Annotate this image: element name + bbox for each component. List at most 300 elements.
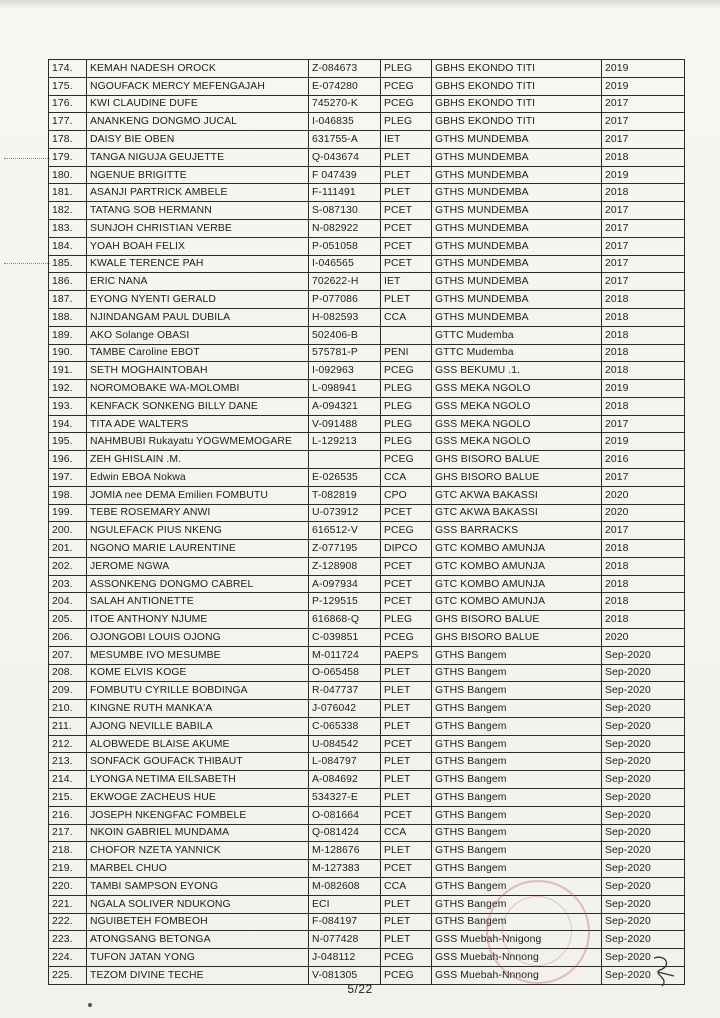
table-row bbox=[49, 895, 685, 913]
school-cell: GHS BISORO BALUE bbox=[432, 611, 602, 629]
matricule-cell: A-084692 bbox=[309, 771, 381, 789]
specialty-cell: CCA bbox=[381, 824, 432, 842]
school-cell: GTC KOMBO AMUNJA bbox=[432, 575, 602, 593]
staff-name-cell: TEBE ROSEMARY ANWI bbox=[87, 504, 309, 522]
matricule-cell: I-046835 bbox=[309, 113, 381, 131]
matricule-cell: Q-081424 bbox=[309, 824, 381, 842]
school-cell: GTHS Bangem bbox=[432, 824, 602, 842]
year-cell: Sep-2020 bbox=[602, 877, 685, 895]
specialty-cell: PLET bbox=[381, 682, 432, 700]
row-number-cell: 189. bbox=[49, 326, 87, 344]
specialty-cell: PCET bbox=[381, 593, 432, 611]
specialty-cell: PCEG bbox=[381, 949, 432, 967]
row-number-cell: 200. bbox=[49, 522, 87, 540]
row-number-cell: 213. bbox=[49, 753, 87, 771]
school-cell: GTHS Bangem bbox=[432, 877, 602, 895]
matricule-cell: U-084542 bbox=[309, 735, 381, 753]
matricule-cell: J-076042 bbox=[309, 700, 381, 718]
table-row bbox=[49, 735, 685, 753]
table-row bbox=[49, 148, 685, 166]
row-number-cell: 183. bbox=[49, 220, 87, 238]
table-row bbox=[49, 237, 685, 255]
row-number-cell: 212. bbox=[49, 735, 87, 753]
year-cell: 2018 bbox=[602, 148, 685, 166]
row-number-cell: 174. bbox=[49, 60, 87, 78]
matricule-cell: E-026535 bbox=[309, 468, 381, 486]
school-cell: GHS BISORO BALUE bbox=[432, 629, 602, 647]
matricule-cell: 616868-Q bbox=[309, 611, 381, 629]
matricule-cell: O-081664 bbox=[309, 806, 381, 824]
stamp-inner-ring bbox=[502, 896, 572, 966]
table-row bbox=[49, 611, 685, 629]
specialty-cell: PLEG bbox=[381, 415, 432, 433]
school-cell: GTHS Bangem bbox=[432, 771, 602, 789]
table-row bbox=[49, 220, 685, 238]
specialty-cell: PAEPS bbox=[381, 646, 432, 664]
year-cell: 2018 bbox=[602, 344, 685, 362]
table-row bbox=[49, 540, 685, 558]
row-number-cell: 221. bbox=[49, 895, 87, 913]
specialty-cell: PLEG bbox=[381, 60, 432, 78]
table-row bbox=[49, 113, 685, 131]
specialty-cell: PLEG bbox=[381, 397, 432, 415]
year-cell: 2019 bbox=[602, 166, 685, 184]
year-cell: 2020 bbox=[602, 504, 685, 522]
staff-name-cell: ERIC NANA bbox=[87, 273, 309, 291]
specialty-cell: PLET bbox=[381, 664, 432, 682]
specialty-cell: PCEG bbox=[381, 629, 432, 647]
row-number-cell: 176. bbox=[49, 95, 87, 113]
table-row bbox=[49, 95, 685, 113]
staff-name-cell: EKWOGE ZACHEUS HUE bbox=[87, 789, 309, 807]
school-cell: GTC AKWA BAKASSI bbox=[432, 486, 602, 504]
specialty-cell: PLET bbox=[381, 753, 432, 771]
matricule-cell: N-082922 bbox=[309, 220, 381, 238]
school-cell: GTHS Bangem bbox=[432, 895, 602, 913]
year-cell: Sep-2020 bbox=[602, 824, 685, 842]
school-cell: GSS MEKA NGOLO bbox=[432, 433, 602, 451]
matricule-cell: J-048112 bbox=[309, 949, 381, 967]
staff-name-cell: KOME ELVIS KOGE bbox=[87, 664, 309, 682]
matricule-cell: 575781-P bbox=[309, 344, 381, 362]
row-number-cell: 195. bbox=[49, 433, 87, 451]
row-number-cell: 197. bbox=[49, 468, 87, 486]
school-cell: GSS BARRACKS bbox=[432, 522, 602, 540]
year-cell: Sep-2020 bbox=[602, 860, 685, 878]
specialty-cell: PLEG bbox=[381, 611, 432, 629]
school-cell: GTHS MUNDEMBA bbox=[432, 148, 602, 166]
specialty-cell: PCET bbox=[381, 860, 432, 878]
school-cell: GTHS MUNDEMBA bbox=[432, 131, 602, 149]
table-row bbox=[49, 60, 685, 78]
row-number-cell: 178. bbox=[49, 131, 87, 149]
scan-speck bbox=[88, 1003, 92, 1007]
matricule-cell: ECI bbox=[309, 895, 381, 913]
specialty-cell: PCEG bbox=[381, 362, 432, 380]
staff-name-cell: TATANG SOB HERMANN bbox=[87, 202, 309, 220]
matricule-cell: M-082608 bbox=[309, 877, 381, 895]
matricule-cell: I-046565 bbox=[309, 255, 381, 273]
row-number-cell: 190. bbox=[49, 344, 87, 362]
year-cell: 2017 bbox=[602, 273, 685, 291]
row-number-cell: 209. bbox=[49, 682, 87, 700]
year-cell: Sep-2020 bbox=[602, 895, 685, 913]
staff-name-cell: KWI CLAUDINE DUFE bbox=[87, 95, 309, 113]
row-number-cell: 177. bbox=[49, 113, 87, 131]
school-cell: GSS Muebah-Nnnong bbox=[432, 966, 602, 984]
matricule-cell: P-129515 bbox=[309, 593, 381, 611]
specialty-cell: PLET bbox=[381, 842, 432, 860]
table-row bbox=[49, 202, 685, 220]
table-row bbox=[49, 575, 685, 593]
specialty-cell: PCET bbox=[381, 202, 432, 220]
year-cell: 2017 bbox=[602, 131, 685, 149]
year-cell: 2018 bbox=[602, 397, 685, 415]
specialty-cell: PCEG bbox=[381, 95, 432, 113]
row-number-cell: 211. bbox=[49, 717, 87, 735]
margin-pen-mark bbox=[4, 263, 50, 264]
year-cell: 2018 bbox=[602, 593, 685, 611]
year-cell: 2018 bbox=[602, 362, 685, 380]
matricule-cell: R-047737 bbox=[309, 682, 381, 700]
staff-name-cell: KINGNE RUTH MANKA'A bbox=[87, 700, 309, 718]
table-row bbox=[49, 468, 685, 486]
row-number-cell: 222. bbox=[49, 913, 87, 931]
specialty-cell: PCEG bbox=[381, 522, 432, 540]
year-cell: 2017 bbox=[602, 522, 685, 540]
specialty-cell: PCET bbox=[381, 735, 432, 753]
matricule-cell: M-128676 bbox=[309, 842, 381, 860]
specialty-cell: PENI bbox=[381, 344, 432, 362]
table-row bbox=[49, 255, 685, 273]
table-row bbox=[49, 77, 685, 95]
staff-name-cell: NGUIBETEH FOMBEOH bbox=[87, 913, 309, 931]
matricule-cell: C-065338 bbox=[309, 717, 381, 735]
table-row bbox=[49, 291, 685, 309]
matricule-cell: L-098941 bbox=[309, 380, 381, 398]
staff-name-cell: KEMAH NADESH OROCK bbox=[87, 60, 309, 78]
table-row bbox=[49, 380, 685, 398]
staff-name-cell: TEZOM DIVINE TECHE bbox=[87, 966, 309, 984]
year-cell: Sep-2020 bbox=[602, 966, 685, 984]
staff-name-cell: ALOBWEDE BLAISE AKUME bbox=[87, 735, 309, 753]
staff-name-cell: JOMIA nee DEMA Emilien FOMBUTU bbox=[87, 486, 309, 504]
table-row bbox=[49, 273, 685, 291]
page-number: 5/22 bbox=[347, 982, 373, 996]
staff-name-cell: MARBEL CHUO bbox=[87, 860, 309, 878]
year-cell: 2017 bbox=[602, 95, 685, 113]
staff-name-cell: LYONGA NETIMA EILSABETH bbox=[87, 771, 309, 789]
school-cell: GSS MEKA NGOLO bbox=[432, 380, 602, 398]
matricule-cell: M-127383 bbox=[309, 860, 381, 878]
table-row bbox=[49, 789, 685, 807]
matricule-cell: V-081305 bbox=[309, 966, 381, 984]
roster-body bbox=[49, 60, 685, 985]
school-cell: GTHS Bangem bbox=[432, 913, 602, 931]
staff-name-cell: EYONG NYENTI GERALD bbox=[87, 291, 309, 309]
specialty-cell: PCET bbox=[381, 575, 432, 593]
year-cell: Sep-2020 bbox=[602, 789, 685, 807]
school-cell: GSS MEKA NGOLO bbox=[432, 415, 602, 433]
row-number-cell: 186. bbox=[49, 273, 87, 291]
matricule-cell: P-077086 bbox=[309, 291, 381, 309]
row-number-cell: 219. bbox=[49, 860, 87, 878]
year-cell: Sep-2020 bbox=[602, 735, 685, 753]
year-cell: 2019 bbox=[602, 380, 685, 398]
school-cell: GTHS Bangem bbox=[432, 646, 602, 664]
table-row bbox=[49, 557, 685, 575]
row-number-cell: 196. bbox=[49, 451, 87, 469]
specialty-cell: PLET bbox=[381, 184, 432, 202]
school-cell: GTHS Bangem bbox=[432, 682, 602, 700]
table-row bbox=[49, 397, 685, 415]
year-cell: 2016 bbox=[602, 451, 685, 469]
row-number-cell: 214. bbox=[49, 771, 87, 789]
year-cell: Sep-2020 bbox=[602, 664, 685, 682]
specialty-cell: PLEG bbox=[381, 380, 432, 398]
year-cell: Sep-2020 bbox=[602, 700, 685, 718]
school-cell: GSS MEKA NGOLO bbox=[432, 397, 602, 415]
staff-name-cell: AKO Solange OBASI bbox=[87, 326, 309, 344]
year-cell: Sep-2020 bbox=[602, 682, 685, 700]
year-cell: Sep-2020 bbox=[602, 842, 685, 860]
matricule-cell: S-087130 bbox=[309, 202, 381, 220]
specialty-cell: PLET bbox=[381, 771, 432, 789]
staff-name-cell: TAMBE Caroline EBOT bbox=[87, 344, 309, 362]
specialty-cell: PLET bbox=[381, 931, 432, 949]
row-number-cell: 179. bbox=[49, 148, 87, 166]
year-cell: Sep-2020 bbox=[602, 806, 685, 824]
specialty-cell: PLEG bbox=[381, 433, 432, 451]
row-number-cell: 194. bbox=[49, 415, 87, 433]
table-row bbox=[49, 593, 685, 611]
scan-edge-shadow bbox=[0, 0, 720, 8]
year-cell: Sep-2020 bbox=[602, 717, 685, 735]
staff-name-cell: YOAH BOAH FELIX bbox=[87, 237, 309, 255]
staff-name-cell: TANGA NIGUJA GEUJETTE bbox=[87, 148, 309, 166]
staff-roster-table bbox=[48, 59, 685, 985]
table-row bbox=[49, 842, 685, 860]
matricule-cell: Z-084673 bbox=[309, 60, 381, 78]
row-number-cell: 210. bbox=[49, 700, 87, 718]
table-row bbox=[49, 806, 685, 824]
matricule-cell: L-084797 bbox=[309, 753, 381, 771]
table-row bbox=[49, 877, 685, 895]
table-row bbox=[49, 700, 685, 718]
school-cell: GTHS MUNDEMBA bbox=[432, 308, 602, 326]
year-cell: 2018 bbox=[602, 326, 685, 344]
staff-name-cell: NAHMBUBI Rukayatu YOGWMEMOGARE bbox=[87, 433, 309, 451]
row-number-cell: 220. bbox=[49, 877, 87, 895]
staff-name-cell: NJINDANGAM PAUL DUBILA bbox=[87, 308, 309, 326]
school-cell: GBHS EKONDO TITI bbox=[432, 60, 602, 78]
table-row bbox=[49, 771, 685, 789]
staff-name-cell: CHOFOR NZETA YANNICK bbox=[87, 842, 309, 860]
table-row bbox=[49, 451, 685, 469]
matricule-cell: A-094321 bbox=[309, 397, 381, 415]
matricule-cell: N-077428 bbox=[309, 931, 381, 949]
matricule-cell: 534327-E bbox=[309, 789, 381, 807]
table-row bbox=[49, 166, 685, 184]
year-cell: 2018 bbox=[602, 575, 685, 593]
specialty-cell: IET bbox=[381, 273, 432, 291]
row-number-cell: 193. bbox=[49, 397, 87, 415]
specialty-cell: PCEG bbox=[381, 451, 432, 469]
year-cell: Sep-2020 bbox=[602, 753, 685, 771]
school-cell: GTHS Bangem bbox=[432, 842, 602, 860]
staff-name-cell: OJONGOBI LOUIS OJONG bbox=[87, 629, 309, 647]
row-number-cell: 204. bbox=[49, 593, 87, 611]
staff-name-cell: SETH MOGHAINTOBAH bbox=[87, 362, 309, 380]
specialty-cell: IET bbox=[381, 131, 432, 149]
staff-name-cell: DAISY BIE OBEN bbox=[87, 131, 309, 149]
year-cell: Sep-2020 bbox=[602, 646, 685, 664]
year-cell: 2018 bbox=[602, 308, 685, 326]
school-cell: GTHS MUNDEMBA bbox=[432, 255, 602, 273]
matricule-cell: Z-128908 bbox=[309, 557, 381, 575]
matricule-cell: O-065458 bbox=[309, 664, 381, 682]
year-cell: 2018 bbox=[602, 291, 685, 309]
school-cell: GTHS Bangem bbox=[432, 860, 602, 878]
school-cell: GTTC Mudemba bbox=[432, 326, 602, 344]
school-cell: GBHS EKONDO TITI bbox=[432, 95, 602, 113]
year-cell: 2017 bbox=[602, 113, 685, 131]
year-cell: Sep-2020 bbox=[602, 771, 685, 789]
staff-name-cell: ZEH GHISLAIN .M. bbox=[87, 451, 309, 469]
specialty-cell: PLET bbox=[381, 913, 432, 931]
row-number-cell: 180. bbox=[49, 166, 87, 184]
matricule-cell: F 047439 bbox=[309, 166, 381, 184]
school-cell: GSS Muebah-Nnnong bbox=[432, 949, 602, 967]
school-cell: GBHS EKONDO TITI bbox=[432, 77, 602, 95]
staff-name-cell: NGULEFACK PIUS NKENG bbox=[87, 522, 309, 540]
specialty-cell: PLET bbox=[381, 700, 432, 718]
table-row bbox=[49, 308, 685, 326]
school-cell: GTC KOMBO AMUNJA bbox=[432, 557, 602, 575]
school-cell: GTC KOMBO AMUNJA bbox=[432, 593, 602, 611]
staff-name-cell: ITOE ANTHONY NJUME bbox=[87, 611, 309, 629]
matricule-cell: C-039851 bbox=[309, 629, 381, 647]
specialty-cell: PLET bbox=[381, 291, 432, 309]
staff-name-cell: FOMBUTU CYRILLE BOBDINGA bbox=[87, 682, 309, 700]
margin-pen-mark bbox=[4, 158, 50, 159]
matricule-cell: P-051058 bbox=[309, 237, 381, 255]
specialty-cell: PCET bbox=[381, 237, 432, 255]
matricule-cell: 616512-V bbox=[309, 522, 381, 540]
school-cell: GHS BISORO BALUE bbox=[432, 468, 602, 486]
year-cell: 2017 bbox=[602, 202, 685, 220]
specialty-cell: DIPCO bbox=[381, 540, 432, 558]
row-number-cell: 217. bbox=[49, 824, 87, 842]
specialty-cell: CCA bbox=[381, 308, 432, 326]
matricule-cell: E-074280 bbox=[309, 77, 381, 95]
school-cell: GTHS MUNDEMBA bbox=[432, 273, 602, 291]
staff-name-cell: TITA ADE WALTERS bbox=[87, 415, 309, 433]
row-number-cell: 224. bbox=[49, 949, 87, 967]
school-cell: GTHS MUNDEMBA bbox=[432, 291, 602, 309]
row-number-cell: 207. bbox=[49, 646, 87, 664]
school-cell: GTHS Bangem bbox=[432, 664, 602, 682]
school-cell: GTHS Bangem bbox=[432, 700, 602, 718]
staff-name-cell: TUFON JATAN YONG bbox=[87, 949, 309, 967]
school-cell: GTC KOMBO AMUNJA bbox=[432, 540, 602, 558]
row-number-cell: 223. bbox=[49, 931, 87, 949]
table-row bbox=[49, 664, 685, 682]
year-cell: 2019 bbox=[602, 60, 685, 78]
specialty-cell: PLEG bbox=[381, 113, 432, 131]
school-cell: GTHS MUNDEMBA bbox=[432, 220, 602, 238]
school-cell: GTHS Bangem bbox=[432, 753, 602, 771]
row-number-cell: 218. bbox=[49, 842, 87, 860]
matricule-cell: F-111491 bbox=[309, 184, 381, 202]
staff-name-cell: ASSONKENG DONGMO CABREL bbox=[87, 575, 309, 593]
staff-name-cell: NGALA SOLIVER NDUKONG bbox=[87, 895, 309, 913]
table-row bbox=[49, 415, 685, 433]
matricule-cell: 702622-H bbox=[309, 273, 381, 291]
staff-name-cell: NGOUFACK MERCY MEFENGAJAH bbox=[87, 77, 309, 95]
table-row bbox=[49, 344, 685, 362]
specialty-cell: PLET bbox=[381, 717, 432, 735]
table-row bbox=[49, 646, 685, 664]
school-cell: GHS BISORO BALUE bbox=[432, 451, 602, 469]
table-row bbox=[49, 860, 685, 878]
matricule-cell: U-073912 bbox=[309, 504, 381, 522]
year-cell: 2017 bbox=[602, 255, 685, 273]
school-cell: GTHS MUNDEMBA bbox=[432, 237, 602, 255]
matricule-cell: 631755-A bbox=[309, 131, 381, 149]
staff-name-cell: NKOIN GABRIEL MUNDAMA bbox=[87, 824, 309, 842]
row-number-cell: 188. bbox=[49, 308, 87, 326]
matricule-cell: 745270-K bbox=[309, 95, 381, 113]
matricule-cell: L-129213 bbox=[309, 433, 381, 451]
staff-name-cell: ASANJI PARTRICK AMBELE bbox=[87, 184, 309, 202]
matricule-cell: T-082819 bbox=[309, 486, 381, 504]
year-cell: Sep-2020 bbox=[602, 949, 685, 967]
staff-name-cell: ATONGSANG BETONGA bbox=[87, 931, 309, 949]
row-number-cell: 216. bbox=[49, 806, 87, 824]
year-cell: 2018 bbox=[602, 611, 685, 629]
staff-name-cell: ANANKENG DONGMO JUCAL bbox=[87, 113, 309, 131]
table-row bbox=[49, 522, 685, 540]
row-number-cell: 202. bbox=[49, 557, 87, 575]
row-number-cell: 192. bbox=[49, 380, 87, 398]
table-row bbox=[49, 753, 685, 771]
staff-name-cell: NOROMOBAKE WA-MOLOMBI bbox=[87, 380, 309, 398]
school-cell: GTHS Bangem bbox=[432, 806, 602, 824]
staff-name-cell: KWALE TERENCE PAH bbox=[87, 255, 309, 273]
staff-name-cell: JOSEPH NKENGFAC FOMBELE bbox=[87, 806, 309, 824]
school-cell: GSS Muebah-Nnigong bbox=[432, 931, 602, 949]
table-row bbox=[49, 184, 685, 202]
row-number-cell: 198. bbox=[49, 486, 87, 504]
table-row bbox=[49, 486, 685, 504]
school-cell: GTHS Bangem bbox=[432, 717, 602, 735]
staff-name-cell: AJONG NEVILLE BABILA bbox=[87, 717, 309, 735]
row-number-cell: 187. bbox=[49, 291, 87, 309]
specialty-cell: PCEG bbox=[381, 77, 432, 95]
row-number-cell: 191. bbox=[49, 362, 87, 380]
year-cell: 2017 bbox=[602, 220, 685, 238]
specialty-cell: PCET bbox=[381, 220, 432, 238]
row-number-cell: 203. bbox=[49, 575, 87, 593]
table-row bbox=[49, 326, 685, 344]
school-cell: GTTC Mudemba bbox=[432, 344, 602, 362]
specialty-cell: PCET bbox=[381, 504, 432, 522]
school-cell: GSS BEKUMU .1. bbox=[432, 362, 602, 380]
row-number-cell: 181. bbox=[49, 184, 87, 202]
specialty-cell: CCA bbox=[381, 468, 432, 486]
school-cell: GBHS EKONDO TITI bbox=[432, 113, 602, 131]
